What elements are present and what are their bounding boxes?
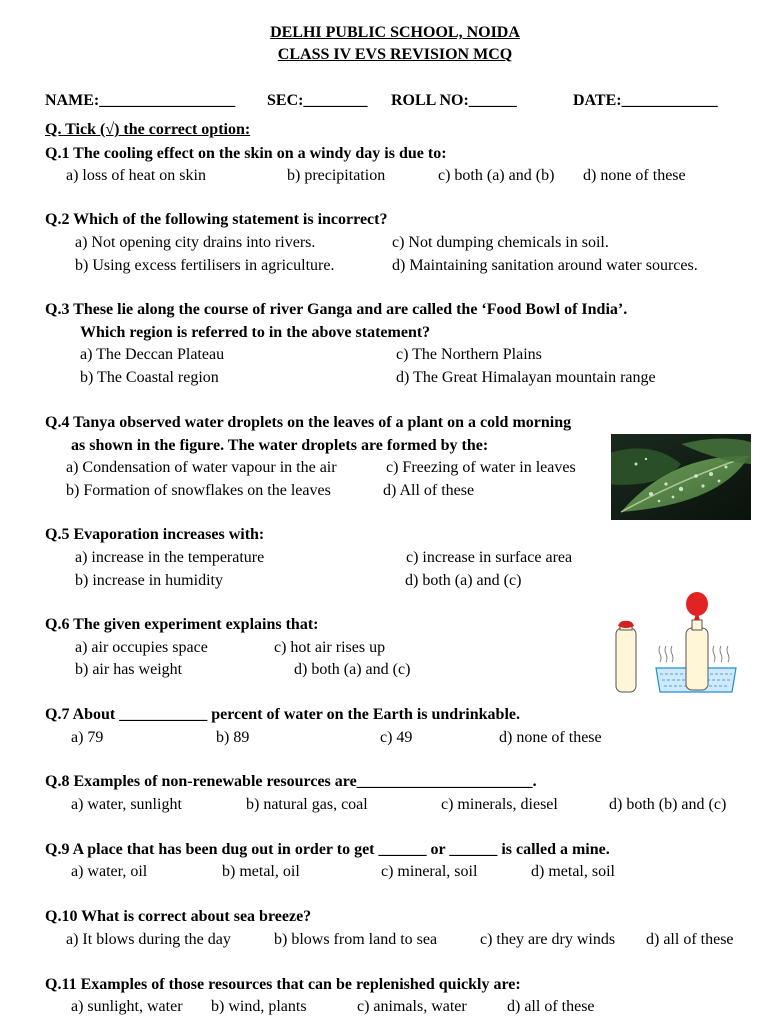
q4-option-b: b) Formation of snowflakes on the leaves	[66, 482, 331, 499]
q4-option-a: a) Condensation of water vapour in the air	[66, 459, 337, 476]
q5-option-d: d) both (a) and (c)	[405, 572, 522, 589]
question-3: Q.3 These lie along the course of river Ganga and are called the ‘Food Bowl of India’.	[45, 301, 628, 318]
q8-option-c: c) minerals, diesel	[441, 796, 558, 813]
date-field: DATE:____________	[573, 92, 718, 109]
section-field: SEC:________	[267, 92, 368, 109]
q7-option-b: b) 89	[216, 729, 250, 746]
q3-option-b: b) The Coastal region	[80, 369, 219, 386]
q9-option-c: c) mineral, soil	[381, 863, 478, 880]
q1-option-c: c) both (a) and (b)	[438, 167, 555, 184]
q2-option-d: d) Maintaining sanitation around water sources.	[392, 257, 698, 274]
q2-option-c: c) Not dumping chemicals in soil.	[392, 234, 609, 251]
q1-option-b: b) precipitation	[287, 167, 386, 184]
q5-option-c: c) increase in surface area	[406, 549, 573, 566]
worksheet-title: CLASS IV EVS REVISION MCQ	[277, 46, 513, 63]
q11-option-d: d) all of these	[507, 998, 595, 1015]
question-3-line-2: Which region is referred to in the above statement?	[80, 324, 431, 341]
question-1: Q.1 The cooling effect on the skin on a windy day is due to:	[45, 145, 447, 162]
q10-option-b: b) blows from land to sea	[274, 931, 438, 948]
question-4: Q.4 Tanya observed water droplets on the leaves of a plant on a cold morning	[45, 414, 572, 431]
question-2: Q.2 Which of the following statement is incorrect?	[45, 211, 388, 228]
question-7: Q.7 About ___________ percent of water on the Earth is undrinkable.	[45, 706, 520, 723]
q3-option-d: d) The Great Himalayan mountain range	[396, 369, 656, 386]
school-name: DELHI PUBLIC SCHOOL, NOIDA	[270, 24, 520, 41]
q2-option-a: a) Not opening city drains into rivers.	[75, 234, 316, 251]
q11-option-a: a) sunlight, water	[71, 998, 183, 1015]
q7-option-d: d) none of these	[499, 729, 602, 746]
question-11: Q.11 Examples of those resources that can be replenished quickly are:	[45, 976, 521, 993]
roll-number-field: ROLL NO:______	[391, 92, 517, 109]
q8-option-b: b) natural gas, coal	[246, 796, 368, 813]
question-8: Q.8 Examples of non-renewable resources are______________________.	[45, 773, 537, 790]
question-9: Q.9 A place that has been dug out in order to get ______ or ______ is called a mine.	[45, 841, 610, 858]
q6-option-d: d) both (a) and (c)	[294, 661, 411, 678]
q9-option-d: d) metal, soil	[531, 863, 615, 880]
q6-option-a: a) air occupies space	[75, 639, 208, 656]
q10-option-c: c) they are dry winds	[480, 931, 616, 948]
q8-option-d: d) both (b) and (c)	[609, 796, 727, 813]
question-4-line-2: as shown in the figure. The water droplets are formed by the:	[71, 437, 489, 454]
q4-option-c: c) Freezing of water in leaves	[386, 459, 576, 476]
q6-option-b: b) air has weight	[75, 661, 183, 678]
q8-option-a: a) water, sunlight	[71, 796, 182, 813]
q1-option-a: a) loss of heat on skin	[66, 167, 206, 184]
q9-option-a: a) water, oil	[71, 863, 148, 880]
instruction: Q. Tick (√) the correct option:	[45, 121, 251, 138]
q6-option-c: c) hot air rises up	[274, 639, 386, 656]
q11-option-c: c) animals, water	[357, 998, 467, 1015]
question-5: Q.5 Evaporation increases with:	[45, 526, 265, 543]
question-10: Q.10 What is correct about sea breeze?	[45, 908, 312, 925]
q1-option-d: d) none of these	[583, 167, 686, 184]
q2-option-b: b) Using excess fertilisers in agriculture.	[75, 257, 335, 274]
q10-option-a: a) It blows during the day	[66, 931, 231, 948]
name-field: NAME:_________________	[45, 92, 236, 109]
q3-option-a: a) The Deccan Plateau	[80, 346, 225, 363]
q7-option-a: a) 79	[71, 729, 104, 746]
q10-option-d: d) all of these	[646, 931, 734, 948]
question-6: Q.6 The given experiment explains that:	[45, 616, 319, 633]
leaf-water-droplets-image	[611, 434, 751, 520]
q11-option-b: b) wind, plants	[211, 998, 307, 1015]
q3-option-c: c) The Northern Plains	[396, 346, 542, 363]
q5-option-b: b) increase in humidity	[75, 572, 223, 589]
balloon-bottle-experiment-image	[608, 590, 743, 696]
q4-option-d: d) All of these	[383, 482, 475, 499]
q7-option-c: c) 49	[380, 729, 413, 746]
q9-option-b: b) metal, oil	[222, 863, 300, 880]
q5-option-a: a) increase in the temperature	[75, 549, 265, 566]
